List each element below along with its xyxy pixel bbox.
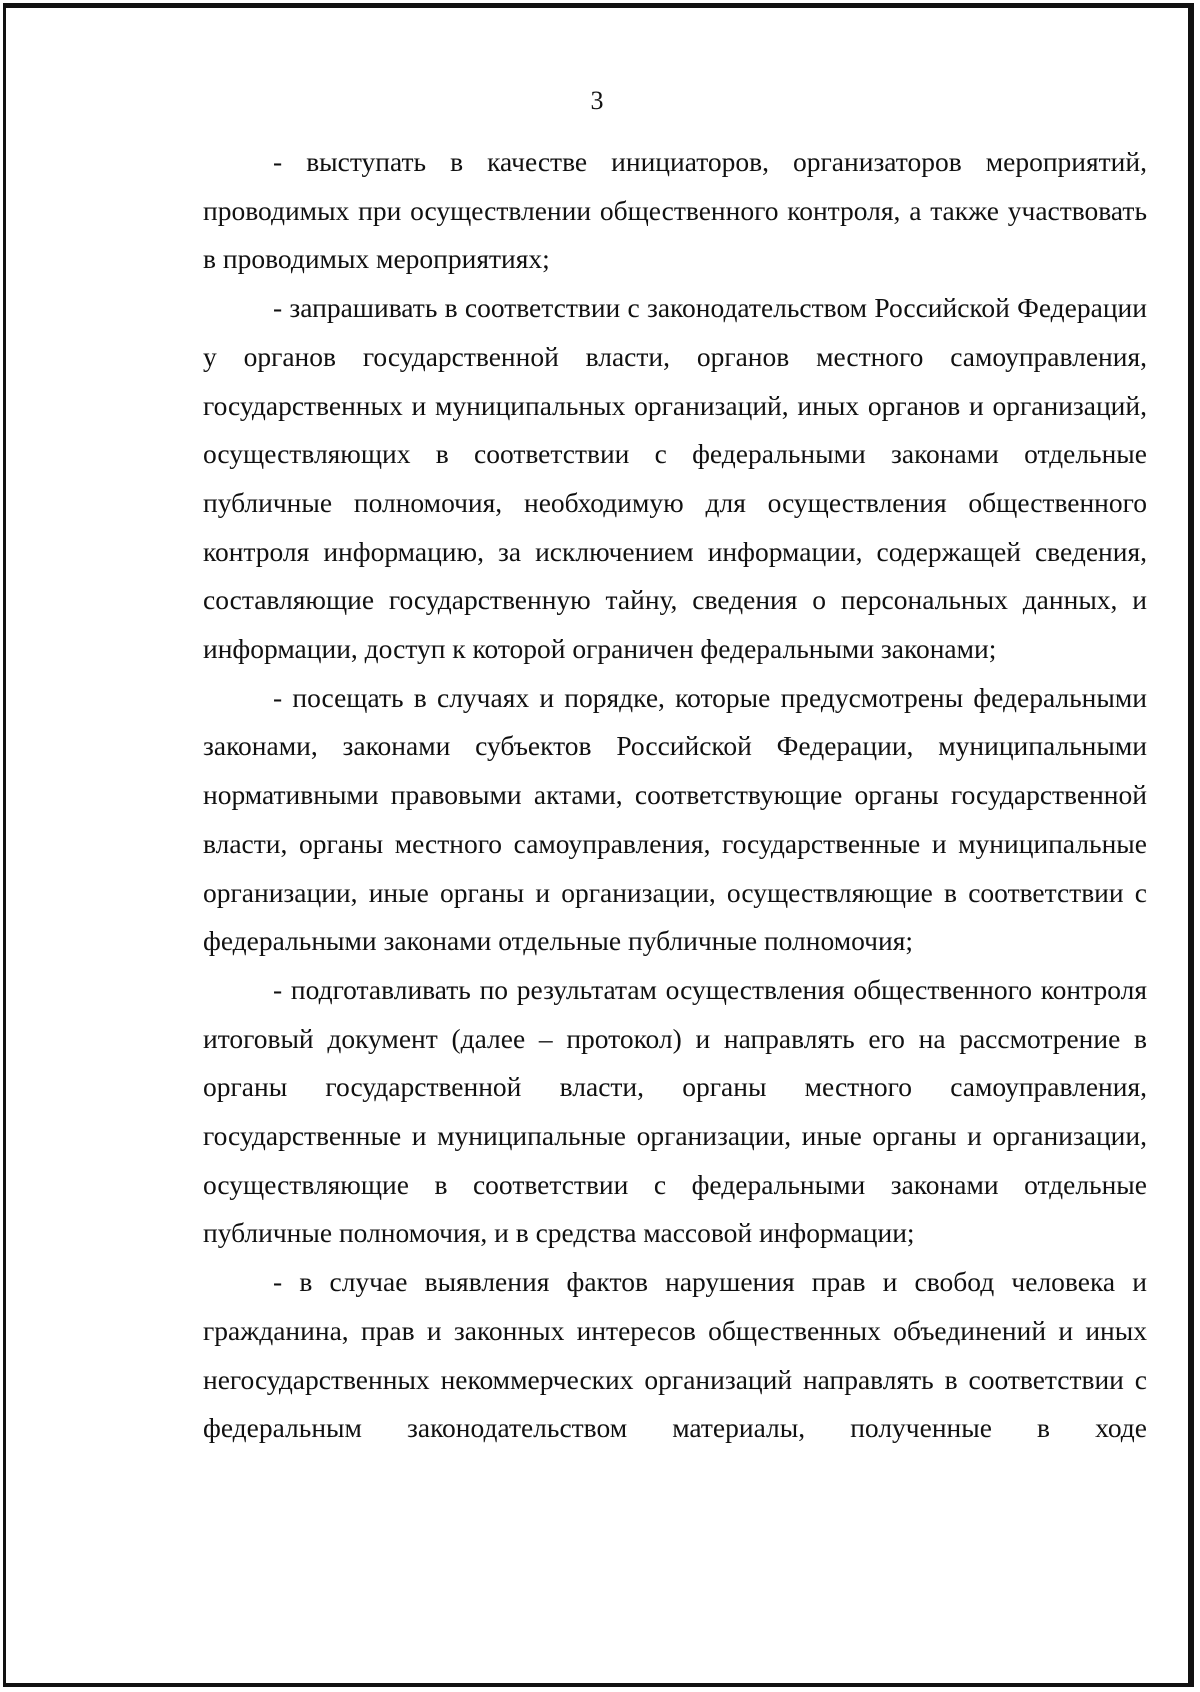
paragraph-visit-bodies: - посещать в случаях и порядке, которые предусмотрены федеральными законами, законами субъектов Российской Федерации, муниципальными нормативными правовыми актами, соответствующие органы государственной власти, органы местного самоуправления, государственные и муниципальные организации, иные органы и организации, осуществляющие в соответствии с федеральными законами отдельные публичные полномочия; [203,681,1147,957]
paragraph-prepare-protocol: - подготавливать по результатам осуществления общественного контроля итоговый документ (далее – протокол) и направлять его на рассмотрение в органы государственной власти, органы местного самоуправления, государственные и муниципальные организации, иные органы и организации, осуществляющие в соответствии с федеральными законами отдельные публичные полномочия, и в средства массовой информации; [203,973,1147,1249]
paragraph-request-information: - запрашивать в соответствии с законодательством Российской Федерации у органов государственной власти, органов местного самоуправления, государственных и муниципальных организаций, иных органов и организаций, осуществляющих в соответствии с федеральными законами отдельные публичные полномочия, необходимую для осуществления общественного контроля информацию, за исключением информации, содержащей сведения, составляющие государственную тайну, сведения о персональных данных, и информации, доступ к которой ограничен федеральными законами; [203,292,1147,665]
paragraph-initiators: - выступать в качестве инициаторов, организаторов мероприятий, проводимых при осуществлении общественного контроля, а также участвовать в проводимых мероприятиях; [203,146,1147,275]
paragraph-violations: - в случае выявления фактов нарушения прав и свобод человека и гражданина, прав и законных интересов общественных объединений и иных негосударственных некоммерческих организаций направлять в соответствии с федеральным законодательством материалы, полученные в ходе [203,1266,1147,1444]
document-page [3,3,1194,1687]
page-number: 3 [590,86,604,115]
document-body [203,138,1147,1453]
